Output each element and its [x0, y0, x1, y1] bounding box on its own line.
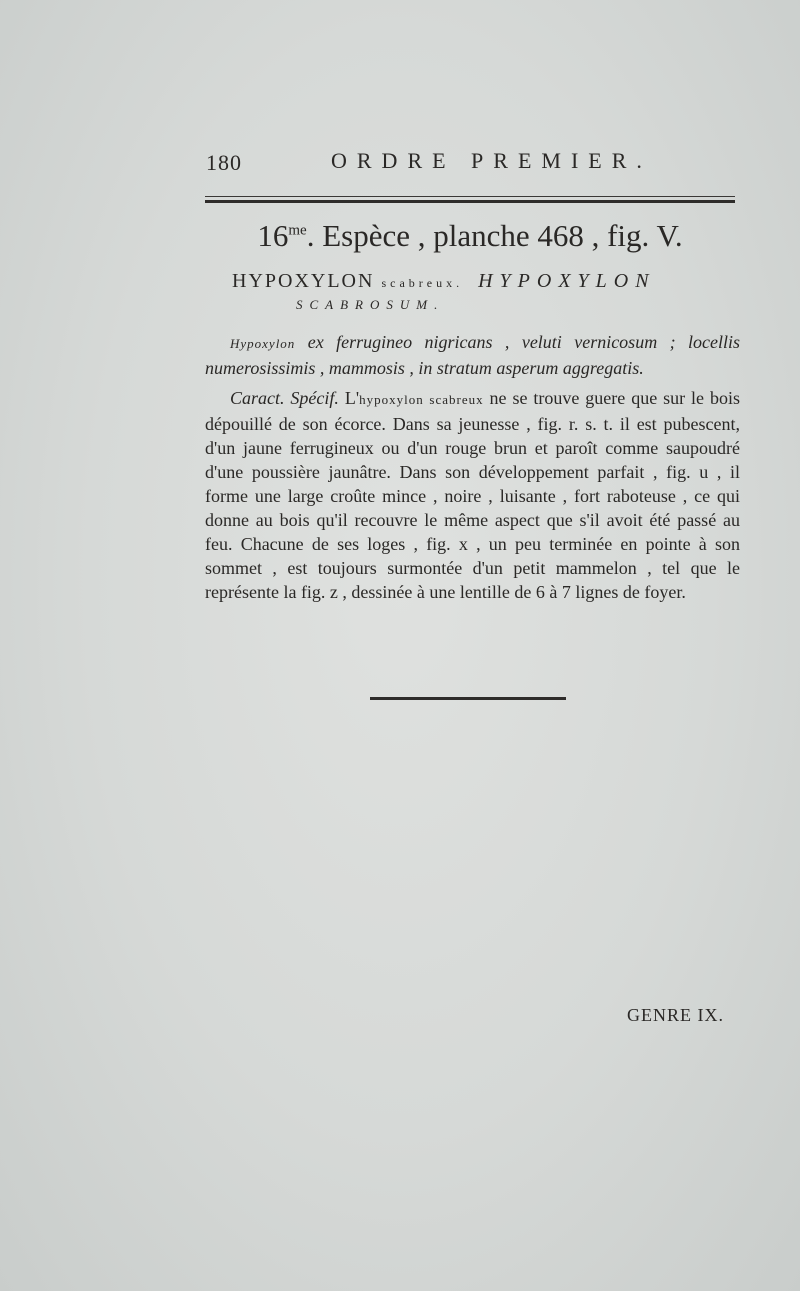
genus-name-french: HYPOXYLON	[232, 270, 375, 292]
species-name-line	[232, 270, 656, 293]
diagnosis-text: ex ferrugineo nigricans , veluti vernicosum ; locellis numerosissimis , mammosis , in stratum asperum aggregatis.	[205, 332, 740, 378]
species-heading-text: . Espèce , planche 468 , fig. V.	[306, 218, 683, 253]
diagnosis-genus: Hypoxylon	[230, 336, 296, 351]
latin-diagnosis	[205, 330, 740, 380]
running-head	[206, 148, 736, 178]
header-rule	[205, 196, 735, 203]
catchword: GENRE IX.	[627, 1005, 724, 1025]
description-intro: L'	[338, 388, 360, 408]
species-number: 16	[257, 218, 289, 253]
species-heading	[205, 218, 735, 254]
species-number-suffix: me	[288, 222, 307, 239]
epithet-french: scabreux.	[381, 276, 464, 290]
section-end-rule	[370, 697, 566, 700]
page-number: 180	[206, 150, 242, 175]
description-lead: Caract. Spécif.	[230, 388, 339, 408]
running-title: ORDRE PREMIER.	[331, 148, 652, 173]
epithet-latin: SCABROSUM.	[296, 297, 445, 312]
specific-characters	[205, 386, 740, 604]
genus-name-latin: HYPOXYLON	[478, 270, 656, 292]
description-species-name: hypoxylon scabreux	[359, 392, 484, 407]
description-body: ne se trouve guere que sur le bois dépouillé de son écorce. Dans sa jeunesse , fig. r. s. t. il est pubescent, d'un jaune ferrugineux ou d'un rouge brun et paroît comme saupoudré d'une poussière jaunâtre. Dans son développement parfait , fig. u , il forme une large croûte mince , noire , luisante , fort raboteuse , ce qui donne au bois qu'il recouvre le même aspect que s'il avoit été passé au feu. Chacune de ses loges , fig. x , un peu terminée en pointe à son sommet , est toujours surmontée d'un petit mammelon , tel que le représente la fig. z , dessinée à une lentille de 6 à 7 lignes de foyer.	[205, 388, 740, 602]
